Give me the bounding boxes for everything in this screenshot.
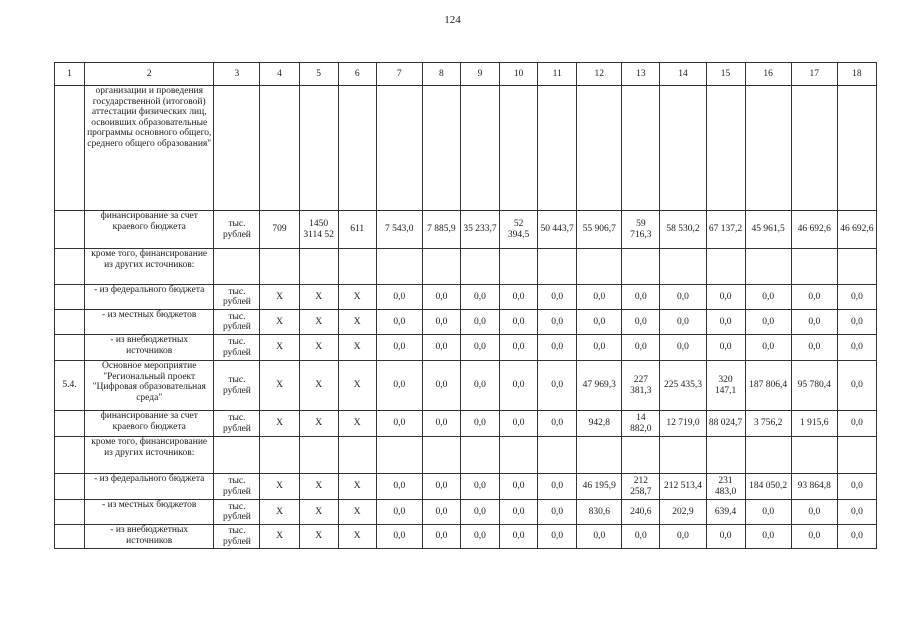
value-cell: X [338, 474, 376, 500]
value-cell [338, 437, 376, 474]
value-cell: 0,0 [376, 525, 422, 549]
value-cell: 0,0 [837, 285, 876, 310]
header-cell: 9 [460, 63, 499, 86]
value-cell: 7 885,9 [422, 211, 460, 249]
value-cell: 0,0 [422, 285, 460, 310]
row-number [55, 500, 85, 525]
value-cell: X [260, 500, 299, 525]
row-name: Основное мероприятие "Региональный проект "Цифровая образовательная среда" [85, 361, 214, 411]
value-cell: 0,0 [376, 474, 422, 500]
value-cell: 0,0 [622, 310, 660, 335]
value-cell [791, 437, 837, 474]
value-cell: 0,0 [538, 411, 577, 437]
value-cell: 0,0 [745, 500, 791, 525]
value-cell: 184 050,2 [745, 474, 791, 500]
value-cell [660, 86, 706, 211]
value-cell [299, 86, 338, 211]
value-cell: 212 258,7 [622, 474, 660, 500]
value-cell: 0,0 [622, 525, 660, 549]
header-cell: 1 [55, 63, 85, 86]
value-cell: 0,0 [622, 335, 660, 361]
value-cell: X [299, 335, 338, 361]
value-cell: 212 513,4 [660, 474, 706, 500]
row-name: - из внебюджетных источников [85, 525, 214, 549]
value-cell: 0,0 [376, 361, 422, 411]
value-cell [422, 437, 460, 474]
header-cell: 5 [299, 63, 338, 86]
value-cell: X [299, 500, 338, 525]
header-cell: 15 [706, 63, 745, 86]
value-cell: 0,0 [660, 525, 706, 549]
header-cell: 10 [500, 63, 538, 86]
header-row [55, 63, 877, 86]
header-cell: 3 [214, 63, 260, 86]
value-cell: 0,0 [376, 500, 422, 525]
value-cell: 0,0 [538, 525, 577, 549]
value-cell [376, 86, 422, 211]
row-name: организации и проведения государственной (итоговой) аттестации физических лиц, освоивших образовательные программы основного общего, среднего общего образования" [85, 86, 214, 211]
value-cell [706, 437, 745, 474]
row-unit: тыс. рублей [214, 211, 260, 249]
value-cell: X [299, 474, 338, 500]
value-cell: 639,4 [706, 500, 745, 525]
value-cell: 0,0 [460, 500, 499, 525]
value-cell: 0,0 [706, 310, 745, 335]
value-cell: 95 780,4 [791, 361, 837, 411]
value-cell [791, 249, 837, 285]
row-unit [214, 86, 260, 211]
value-cell: 0,0 [376, 310, 422, 335]
value-cell: X [338, 335, 376, 361]
value-cell [577, 437, 622, 474]
value-cell: X [338, 525, 376, 549]
value-cell [706, 249, 745, 285]
row-number [55, 474, 85, 500]
value-cell: 58 530,2 [660, 211, 706, 249]
table-body [55, 86, 877, 549]
value-cell: X [338, 411, 376, 437]
value-cell: X [260, 474, 299, 500]
value-cell [500, 437, 538, 474]
value-cell: 0,0 [500, 361, 538, 411]
value-cell: 0,0 [460, 335, 499, 361]
table-row [55, 411, 877, 437]
value-cell: 187 806,4 [745, 361, 791, 411]
value-cell: 0,0 [376, 411, 422, 437]
header-cell: 16 [745, 63, 791, 86]
value-cell: 0,0 [500, 310, 538, 335]
value-cell: 0,0 [791, 310, 837, 335]
header-cell: 4 [260, 63, 299, 86]
value-cell: 709 [260, 211, 299, 249]
value-cell: X [299, 361, 338, 411]
value-cell: 830,6 [577, 500, 622, 525]
table-row [55, 310, 877, 335]
value-cell: 0,0 [538, 474, 577, 500]
value-cell: 942,8 [577, 411, 622, 437]
value-cell: 0,0 [660, 335, 706, 361]
value-cell: 0,0 [538, 335, 577, 361]
header-cell: 8 [422, 63, 460, 86]
row-number [55, 437, 85, 474]
value-cell: 227 381,3 [622, 361, 660, 411]
value-cell: X [260, 361, 299, 411]
header-cell: 7 [376, 63, 422, 86]
value-cell: 93 864,8 [791, 474, 837, 500]
value-cell: 0,0 [837, 335, 876, 361]
value-cell [460, 86, 499, 211]
value-cell: X [338, 361, 376, 411]
header-cell: 17 [791, 63, 837, 86]
value-cell: 0,0 [460, 361, 499, 411]
header-cell: 6 [338, 63, 376, 86]
value-cell: X [338, 285, 376, 310]
value-cell: 0,0 [837, 525, 876, 549]
value-cell [460, 249, 499, 285]
value-cell: 0,0 [460, 285, 499, 310]
value-cell: 0,0 [837, 361, 876, 411]
table-row [55, 500, 877, 525]
value-cell: 1 915,6 [791, 411, 837, 437]
value-cell: 50 443,7 [538, 211, 577, 249]
value-cell: 0,0 [500, 474, 538, 500]
row-number [55, 310, 85, 335]
row-name: кроме того, финансирование из других источников: [85, 437, 214, 474]
table-row [55, 249, 877, 285]
value-cell: 0,0 [837, 310, 876, 335]
value-cell: 0,0 [538, 310, 577, 335]
value-cell: X [299, 525, 338, 549]
value-cell: 0,0 [660, 310, 706, 335]
row-unit: тыс. рублей [214, 361, 260, 411]
value-cell [837, 249, 876, 285]
row-name: - из федерального бюджета [85, 474, 214, 500]
header-cell: 11 [538, 63, 577, 86]
header-cell: 12 [577, 63, 622, 86]
table-row [55, 211, 877, 249]
value-cell [460, 437, 499, 474]
value-cell: 0,0 [538, 500, 577, 525]
value-cell: 0,0 [706, 285, 745, 310]
row-number [55, 249, 85, 285]
value-cell: 0,0 [376, 285, 422, 310]
value-cell [338, 249, 376, 285]
value-cell [745, 249, 791, 285]
value-cell: 0,0 [460, 310, 499, 335]
table-row [55, 285, 877, 310]
value-cell [538, 249, 577, 285]
value-cell: X [299, 285, 338, 310]
value-cell: 0,0 [837, 474, 876, 500]
value-cell [837, 437, 876, 474]
value-cell: 0,0 [791, 285, 837, 310]
value-cell: 0,0 [460, 411, 499, 437]
value-cell: 0,0 [422, 500, 460, 525]
value-cell: 46 195,9 [577, 474, 622, 500]
row-unit: тыс. рублей [214, 474, 260, 500]
value-cell: 0,0 [706, 525, 745, 549]
value-cell: 0,0 [577, 525, 622, 549]
value-cell: 0,0 [538, 361, 577, 411]
header-cell: 14 [660, 63, 706, 86]
value-cell: X [260, 335, 299, 361]
row-number [55, 411, 85, 437]
table-row [55, 525, 877, 549]
value-cell: 231 483,0 [706, 474, 745, 500]
value-cell [660, 437, 706, 474]
value-cell: 0,0 [422, 525, 460, 549]
value-cell: 0,0 [422, 310, 460, 335]
value-cell: X [299, 310, 338, 335]
value-cell: 320 147,1 [706, 361, 745, 411]
value-cell [376, 437, 422, 474]
value-cell [260, 86, 299, 211]
value-cell: 240,6 [622, 500, 660, 525]
value-cell [745, 437, 791, 474]
value-cell: 0,0 [791, 500, 837, 525]
value-cell: 0,0 [837, 411, 876, 437]
value-cell [376, 249, 422, 285]
value-cell: 59 716,3 [622, 211, 660, 249]
header-cell: 2 [85, 63, 214, 86]
value-cell: 12 719,0 [660, 411, 706, 437]
header-cell: 18 [837, 63, 876, 86]
value-cell: 55 906,7 [577, 211, 622, 249]
value-cell [622, 437, 660, 474]
row-number: 5.4. [55, 361, 85, 411]
value-cell: 611 [338, 211, 376, 249]
value-cell: 0,0 [791, 525, 837, 549]
value-cell [791, 86, 837, 211]
value-cell: 88 024,7 [706, 411, 745, 437]
value-cell: 45 961,5 [745, 211, 791, 249]
value-cell [622, 86, 660, 211]
table-header [55, 63, 877, 86]
value-cell: X [338, 310, 376, 335]
row-unit: тыс. рублей [214, 310, 260, 335]
value-cell: 0,0 [745, 525, 791, 549]
value-cell [338, 86, 376, 211]
budget-table [54, 62, 877, 549]
row-name: - из местных бюджетов [85, 310, 214, 335]
value-cell: 0,0 [745, 335, 791, 361]
value-cell: 202,9 [660, 500, 706, 525]
value-cell: 0,0 [577, 310, 622, 335]
value-cell [500, 249, 538, 285]
value-cell: 0,0 [538, 285, 577, 310]
value-cell: X [338, 500, 376, 525]
page-number: 124 [444, 14, 461, 26]
value-cell: 47 969,3 [577, 361, 622, 411]
value-cell: X [260, 411, 299, 437]
value-cell: 0,0 [422, 335, 460, 361]
value-cell: 0,0 [745, 285, 791, 310]
header-cell: 13 [622, 63, 660, 86]
value-cell [260, 249, 299, 285]
row-unit: тыс. рублей [214, 500, 260, 525]
value-cell [706, 86, 745, 211]
value-cell [577, 249, 622, 285]
row-name: финансирование за счет краевого бюджета [85, 211, 214, 249]
row-unit: тыс. рублей [214, 335, 260, 361]
value-cell: 35 233,7 [460, 211, 499, 249]
value-cell [538, 437, 577, 474]
table-row [55, 437, 877, 474]
row-unit: тыс. рублей [214, 285, 260, 310]
value-cell: 46 692,6 [791, 211, 837, 249]
value-cell: X [260, 310, 299, 335]
row-name: кроме того, финансирование из других источников: [85, 249, 214, 285]
value-cell: 0,0 [500, 500, 538, 525]
value-cell: 1450 3114 52 [299, 211, 338, 249]
value-cell [622, 249, 660, 285]
value-cell: 0,0 [422, 361, 460, 411]
row-number [55, 335, 85, 361]
value-cell: 0,0 [500, 411, 538, 437]
value-cell [837, 86, 876, 211]
value-cell [422, 249, 460, 285]
table-row [55, 361, 877, 411]
value-cell: 14 882,0 [622, 411, 660, 437]
value-cell [745, 86, 791, 211]
table-row [55, 86, 877, 211]
value-cell [500, 86, 538, 211]
row-unit [214, 249, 260, 285]
value-cell: 0,0 [376, 335, 422, 361]
value-cell [538, 86, 577, 211]
value-cell: 0,0 [791, 335, 837, 361]
row-number [55, 285, 85, 310]
row-number [55, 211, 85, 249]
value-cell: 67 137,2 [706, 211, 745, 249]
value-cell: 3 756,2 [745, 411, 791, 437]
value-cell: 0,0 [500, 335, 538, 361]
row-name: - из федерального бюджета [85, 285, 214, 310]
value-cell: X [260, 525, 299, 549]
value-cell: 0,0 [500, 285, 538, 310]
value-cell: 0,0 [837, 500, 876, 525]
value-cell: 0,0 [422, 411, 460, 437]
table-row [55, 335, 877, 361]
value-cell: 0,0 [622, 285, 660, 310]
value-cell: 52 394,5 [500, 211, 538, 249]
value-cell: 0,0 [422, 474, 460, 500]
row-name: - из местных бюджетов [85, 500, 214, 525]
value-cell: 0,0 [706, 335, 745, 361]
row-unit: тыс. рублей [214, 411, 260, 437]
row-name: финансирование за счет краевого бюджета [85, 411, 214, 437]
row-name: - из внебюджетных источников [85, 335, 214, 361]
value-cell [260, 437, 299, 474]
row-number [55, 525, 85, 549]
value-cell: 0,0 [460, 474, 499, 500]
value-cell [577, 86, 622, 211]
value-cell: 0,0 [577, 285, 622, 310]
row-number [55, 86, 85, 211]
value-cell: X [260, 285, 299, 310]
value-cell: 225 435,3 [660, 361, 706, 411]
value-cell [422, 86, 460, 211]
value-cell [299, 249, 338, 285]
value-cell [660, 249, 706, 285]
value-cell: 0,0 [500, 525, 538, 549]
value-cell: 46 692,6 [837, 211, 876, 249]
value-cell: 0,0 [577, 335, 622, 361]
table-row [55, 474, 877, 500]
row-unit [214, 437, 260, 474]
value-cell: 0,0 [745, 310, 791, 335]
value-cell: 7 543,0 [376, 211, 422, 249]
value-cell: 0,0 [460, 525, 499, 549]
value-cell: 0,0 [660, 285, 706, 310]
value-cell [299, 437, 338, 474]
row-unit: тыс. рублей [214, 525, 260, 549]
value-cell: X [299, 411, 338, 437]
